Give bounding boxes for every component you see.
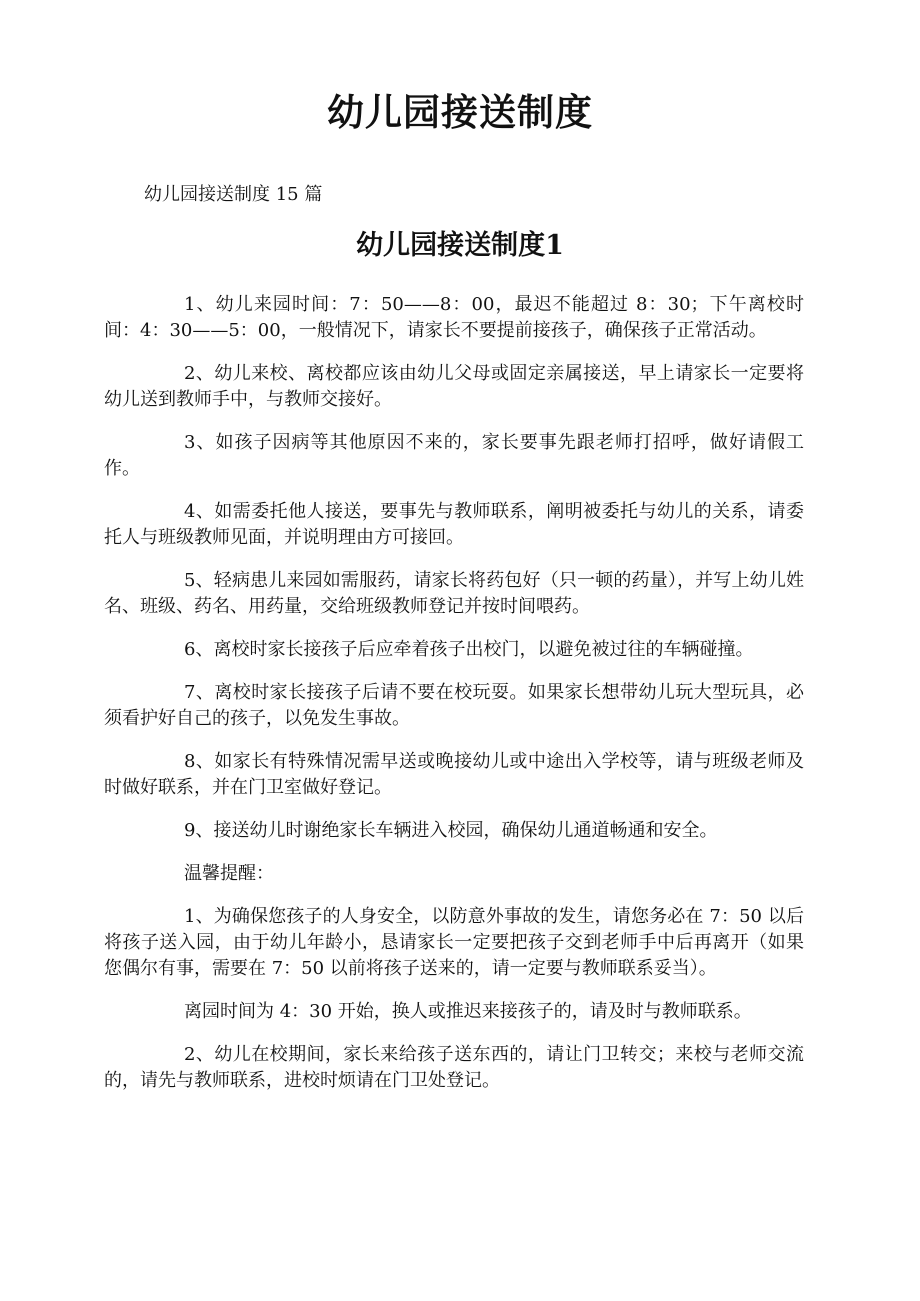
- paragraph-rule-6: 6、离校时家长接孩子后应牵着孩子出校门，以避免被过往的车辆碰撞。: [184, 639, 754, 660]
- section-heading: 幼儿园接送制度1: [356, 230, 564, 261]
- paragraph-rule-3: 3、如孩子因病等其他原因不来的，家长要事先跟老师打招呼，做好请假工作。: [104, 432, 804, 479]
- paragraph-rule-8: 8、如家长有特殊情况需早送或晚接幼儿或中途出入学校等，请与班级老师及时做好联系，并在门卫室做好登记。: [104, 751, 804, 798]
- paragraph-reminder-heading: 温馨提醒：: [184, 863, 274, 884]
- paragraph-reminder-1: 1、为确保您孩子的人身安全，以防意外事故的发生，请您务必在 7：50 以后将孩子送入园，由于幼儿年龄小，恳请家长一定要把孩子交到老师手中后再离开（如果您偶尔有事，需要在 7：50 以前将孩子送来的，请一定要与教师联系妥当）。: [104, 906, 804, 979]
- document-title: 幼儿园接送制度: [327, 90, 593, 134]
- document-body: [104, 292, 804, 1111]
- paragraph-rule-7: 7、离校时家长接孩子后请不要在校玩耍。如果家长想带幼儿玩大型玩具，必须看护好自己的孩子，以免发生事故。: [104, 682, 804, 729]
- paragraph-pickup-time: 离园时间为 4：30 开始，换人或推迟来接孩子的，请及时与教师联系。: [184, 1001, 752, 1022]
- paragraph-rule-9: 9、接送幼儿时谢绝家长车辆进入校园，确保幼儿通道畅通和安全。: [184, 820, 718, 841]
- paragraph-rule-4: 4、如需委托他人接送，要事先与教师联系，阐明被委托与幼儿的关系，请委托人与班级教师见面，并说明理由方可接回。: [104, 501, 804, 548]
- paragraph-rule-1: 1、幼儿来园时间：7：50——8：00，最迟不能超过 8：30；下午离校时间：4：30——5：00，一般情况下，请家长不要提前接孩子，确保孩子正常活动。: [104, 294, 804, 341]
- paragraph-reminder-2: 2、幼儿在校期间，家长来给孩子送东西的，请让门卫转交；来校与老师交流的，请先与教师联系，进校时烦请在门卫处登记。: [104, 1044, 804, 1091]
- paragraph-rule-5: 5、轻病患儿来园如需服药，请家长将药包好（只一顿的药量），并写上幼儿姓名、班级、药名、用药量，交给班级教师登记并按时间喂药。: [104, 570, 804, 617]
- paragraph-rule-2: 2、幼儿来校、离校都应该由幼儿父母或固定亲属接送，早上请家长一定要将幼儿送到教师手中，与教师交接好。: [104, 363, 804, 410]
- document-subtitle: 幼儿园接送制度 15 篇: [144, 184, 323, 205]
